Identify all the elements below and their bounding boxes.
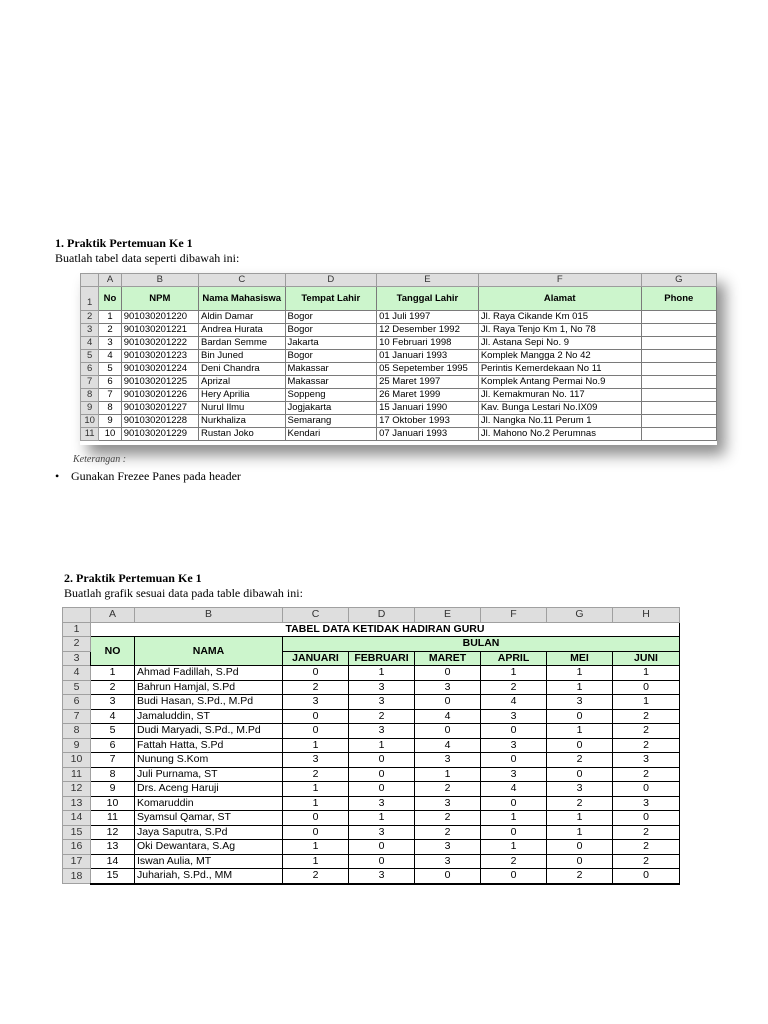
table-cell[interactable]: Nurkhaliza bbox=[199, 415, 285, 428]
table-row bbox=[63, 825, 680, 840]
row-number[interactable]: 1 bbox=[63, 622, 91, 637]
table-cell[interactable]: Semarang bbox=[285, 415, 377, 428]
table-cell[interactable]: 25 Maret 1997 bbox=[377, 376, 479, 389]
table-cell[interactable]: 0 bbox=[349, 782, 415, 797]
table-cell[interactable]: Jl. Astana Sepi No. 9 bbox=[478, 337, 641, 350]
table-cell[interactable]: 10 bbox=[99, 428, 121, 441]
table-cell[interactable]: Bogor bbox=[285, 350, 377, 363]
table-cell[interactable] bbox=[641, 311, 716, 324]
table-cell[interactable]: 2 bbox=[547, 753, 613, 768]
month-header[interactable]: JUNI bbox=[613, 651, 680, 666]
row-number[interactable]: 10 bbox=[63, 753, 91, 768]
table-row bbox=[81, 337, 717, 350]
column-header[interactable]: A bbox=[91, 608, 135, 623]
table-cell[interactable]: 4 bbox=[415, 709, 481, 724]
table-cell[interactable]: 3 bbox=[613, 753, 680, 768]
table-cell[interactable]: 4 bbox=[415, 738, 481, 753]
row-number[interactable]: 11 bbox=[63, 767, 91, 782]
row-number[interactable]: 5 bbox=[63, 680, 91, 695]
table-cell[interactable]: 0 bbox=[415, 869, 481, 884]
table-cell[interactable] bbox=[641, 350, 716, 363]
table-cell[interactable]: 0 bbox=[283, 811, 349, 826]
table-cell[interactable]: 1 bbox=[547, 825, 613, 840]
row-number[interactable]: 8 bbox=[81, 389, 99, 402]
table-row bbox=[63, 738, 680, 753]
table-cell[interactable]: 2 bbox=[613, 840, 680, 855]
header-cell[interactable]: Tanggal Lahir bbox=[377, 287, 479, 311]
column-header[interactable]: C bbox=[283, 608, 349, 623]
table-cell[interactable]: 0 bbox=[283, 709, 349, 724]
table-row bbox=[63, 709, 680, 724]
table-cell[interactable]: Jl. Raya Cikande Km 015 bbox=[478, 311, 641, 324]
table-cell[interactable]: 0 bbox=[415, 666, 481, 681]
table-cell[interactable]: 1 bbox=[283, 796, 349, 811]
table-cell[interactable]: Bin Juned bbox=[199, 350, 285, 363]
bullet-text: Gunakan Frezee Panes pada header bbox=[71, 469, 241, 483]
table-cell[interactable]: Juhariah, S.Pd., MM bbox=[135, 869, 283, 884]
section1-heading: 1. Praktik Pertemuan Ke 1 bbox=[55, 236, 193, 250]
table-cell[interactable]: 10 Februari 1998 bbox=[377, 337, 479, 350]
table-cell[interactable]: 2 bbox=[613, 738, 680, 753]
table-cell[interactable]: Bogor bbox=[285, 324, 377, 337]
table-cell[interactable]: 2 bbox=[349, 709, 415, 724]
table-cell[interactable]: 12 Desember 1992 bbox=[377, 324, 479, 337]
table-cell[interactable] bbox=[641, 389, 716, 402]
table-cell[interactable]: 8 bbox=[91, 767, 135, 782]
spreadsheet-mahasiswa bbox=[80, 273, 717, 445]
section2-instruction: Buatlah grafik sesuai data pada table dibawah ini: bbox=[64, 586, 303, 600]
table-cell[interactable]: Jl. Nangka No.11 Perum 1 bbox=[478, 415, 641, 428]
table-cell[interactable]: 10 bbox=[91, 796, 135, 811]
table-cell[interactable]: 1 bbox=[547, 666, 613, 681]
table-row bbox=[81, 428, 717, 441]
table-cell[interactable]: 3 bbox=[547, 782, 613, 797]
table-row bbox=[63, 767, 680, 782]
mahasiswa-table bbox=[80, 273, 717, 441]
table-cell[interactable]: 2 bbox=[481, 680, 547, 695]
row-number[interactable]: 12 bbox=[63, 782, 91, 797]
table-cell[interactable]: Soppeng bbox=[285, 389, 377, 402]
table-cell[interactable]: Bahrun Hamjal, S.Pd bbox=[135, 680, 283, 695]
column-header[interactable]: H bbox=[613, 608, 680, 623]
column-header-row bbox=[63, 608, 680, 623]
column-header[interactable]: E bbox=[377, 274, 479, 287]
table-cell[interactable]: 2 bbox=[547, 796, 613, 811]
table-cell[interactable]: Kendari bbox=[285, 428, 377, 441]
row-number[interactable]: 6 bbox=[81, 363, 99, 376]
table-row bbox=[63, 782, 680, 797]
table-cell[interactable]: 2 bbox=[91, 680, 135, 695]
table-cell[interactable]: 3 bbox=[349, 680, 415, 695]
table-cell[interactable]: 2 bbox=[547, 869, 613, 884]
table-cell[interactable]: 0 bbox=[283, 825, 349, 840]
row-number[interactable]: 14 bbox=[63, 811, 91, 826]
column-header[interactable]: B bbox=[135, 608, 283, 623]
table-cell[interactable]: 0 bbox=[613, 782, 680, 797]
table-cell[interactable]: Perintis Kemerdekaan No 11 bbox=[478, 363, 641, 376]
table-row bbox=[81, 363, 717, 376]
table-cell[interactable]: Makassar bbox=[285, 363, 377, 376]
table-cell[interactable]: Fattah Hatta, S.Pd bbox=[135, 738, 283, 753]
table-row bbox=[63, 753, 680, 768]
table-row bbox=[63, 854, 680, 869]
table-cell[interactable]: 2 bbox=[283, 767, 349, 782]
table-cell[interactable]: Nurul Ilmu bbox=[199, 402, 285, 415]
table-cell[interactable]: 6 bbox=[91, 738, 135, 753]
table-cell[interactable]: 1 bbox=[349, 811, 415, 826]
table-cell[interactable]: Kav. Bunga Lestari No.IX09 bbox=[478, 402, 641, 415]
table-cell[interactable]: 2 bbox=[283, 869, 349, 884]
table-cell[interactable] bbox=[641, 363, 716, 376]
table-cell[interactable]: 3 bbox=[283, 695, 349, 710]
table-cell[interactable]: 5 bbox=[99, 363, 121, 376]
table-cell[interactable]: 2 bbox=[613, 767, 680, 782]
table-title[interactable]: TABEL DATA KETIDAK HADIRAN GURU bbox=[91, 622, 680, 637]
table-cell[interactable]: Syamsul Qamar, ST bbox=[135, 811, 283, 826]
table-cell[interactable]: 1 bbox=[283, 782, 349, 797]
table-cell[interactable]: 0 bbox=[481, 825, 547, 840]
table-row bbox=[81, 389, 717, 402]
table-cell[interactable]: 0 bbox=[547, 854, 613, 869]
table-cell[interactable]: 2 bbox=[415, 825, 481, 840]
table-cell[interactable] bbox=[641, 428, 716, 441]
table-cell[interactable]: 1 bbox=[481, 840, 547, 855]
row-number[interactable]: 3 bbox=[81, 324, 99, 337]
column-header[interactable]: F bbox=[481, 608, 547, 623]
table-cell[interactable]: 3 bbox=[481, 738, 547, 753]
spreadsheet-ketidakhadiran bbox=[62, 607, 679, 892]
table-cell[interactable]: 1 bbox=[415, 767, 481, 782]
table-cell[interactable]: 15 bbox=[91, 869, 135, 884]
bullet-icon: • bbox=[55, 469, 60, 483]
table-cell[interactable]: Juli Purnama, ST bbox=[135, 767, 283, 782]
table-cell[interactable]: 3 bbox=[415, 680, 481, 695]
table-cell[interactable]: 1 bbox=[283, 840, 349, 855]
table-cell[interactable]: 9 bbox=[99, 415, 121, 428]
table-row bbox=[63, 680, 680, 695]
column-header[interactable]: G bbox=[641, 274, 716, 287]
table-cell[interactable]: 1 bbox=[481, 666, 547, 681]
table-cell[interactable]: 1 bbox=[349, 738, 415, 753]
column-header[interactable]: D bbox=[349, 608, 415, 623]
table-cell[interactable]: 3 bbox=[99, 337, 121, 350]
table-cell[interactable]: Jamaluddin, ST bbox=[135, 709, 283, 724]
table-cell[interactable]: 1 bbox=[99, 311, 121, 324]
bullet-item bbox=[55, 469, 241, 484]
table-cell[interactable]: 0 bbox=[349, 753, 415, 768]
table-cell[interactable]: 3 bbox=[415, 753, 481, 768]
table-cell[interactable]: Jl. Raya Tenjo Km 1, No 78 bbox=[478, 324, 641, 337]
table-row bbox=[81, 415, 717, 428]
table-cell[interactable]: 901030201228 bbox=[121, 415, 198, 428]
header-cell[interactable]: Tempat Lahir bbox=[285, 287, 377, 311]
table-cell[interactable]: 2 bbox=[415, 782, 481, 797]
table-cell[interactable]: Jl. Mahono No.2 Perumnas bbox=[478, 428, 641, 441]
table-cell[interactable]: Jakarta bbox=[285, 337, 377, 350]
table-row bbox=[81, 350, 717, 363]
table-cell[interactable] bbox=[641, 376, 716, 389]
table-cell[interactable]: 901030201221 bbox=[121, 324, 198, 337]
table-cell[interactable]: 901030201224 bbox=[121, 363, 198, 376]
table-cell[interactable]: Ahmad Fadillah, S.Pd bbox=[135, 666, 283, 681]
table-cell[interactable]: 14 bbox=[91, 854, 135, 869]
table-cell[interactable]: Dudi Maryadi, S.Pd., M.Pd bbox=[135, 724, 283, 739]
column-header-row bbox=[81, 274, 717, 287]
row-number[interactable]: 2 bbox=[81, 311, 99, 324]
row-number[interactable]: 8 bbox=[63, 724, 91, 739]
column-header[interactable]: F bbox=[478, 274, 641, 287]
header-row bbox=[81, 287, 717, 311]
table-cell[interactable]: 1 bbox=[613, 666, 680, 681]
bulan-header[interactable]: BULAN bbox=[283, 637, 680, 652]
table-cell[interactable]: 0 bbox=[481, 869, 547, 884]
table-row bbox=[81, 376, 717, 389]
table-cell[interactable]: 1 bbox=[547, 811, 613, 826]
table-cell[interactable]: Aldin Damar bbox=[199, 311, 285, 324]
corner-cell[interactable] bbox=[63, 608, 91, 623]
table-cell[interactable]: 3 bbox=[415, 796, 481, 811]
table-cell[interactable]: 901030201222 bbox=[121, 337, 198, 350]
table-cell[interactable]: 3 bbox=[415, 854, 481, 869]
table-row bbox=[63, 869, 680, 884]
table-cell[interactable]: Bogor bbox=[285, 311, 377, 324]
row-number[interactable]: 1 bbox=[81, 287, 99, 311]
table-cell[interactable]: 7 bbox=[91, 753, 135, 768]
table-row bbox=[81, 311, 717, 324]
table-cell[interactable]: 6 bbox=[99, 376, 121, 389]
table-cell[interactable]: 7 bbox=[99, 389, 121, 402]
table-row bbox=[63, 695, 680, 710]
column-header[interactable]: E bbox=[415, 608, 481, 623]
ketidakhadiran-table bbox=[62, 607, 680, 885]
table-cell[interactable]: 1 bbox=[481, 811, 547, 826]
row-number[interactable]: 7 bbox=[63, 709, 91, 724]
header-cell[interactable]: NPM bbox=[121, 287, 198, 311]
table-cell[interactable]: 4 bbox=[481, 782, 547, 797]
table-cell[interactable]: Iswan Aulia, MT bbox=[135, 854, 283, 869]
table-cell[interactable]: 3 bbox=[349, 825, 415, 840]
table-cell[interactable]: 13 bbox=[91, 840, 135, 855]
table-cell[interactable]: 3 bbox=[613, 796, 680, 811]
table-cell[interactable]: 3 bbox=[481, 709, 547, 724]
table-row bbox=[63, 811, 680, 826]
row-number[interactable]: 9 bbox=[81, 402, 99, 415]
table-cell[interactable]: 3 bbox=[349, 796, 415, 811]
table-cell[interactable]: 3 bbox=[283, 753, 349, 768]
table-cell[interactable]: Jl. Kemakmuran No. 117 bbox=[478, 389, 641, 402]
table-cell[interactable]: 0 bbox=[481, 724, 547, 739]
table-cell[interactable]: 3 bbox=[547, 695, 613, 710]
table-cell[interactable]: Nunung S.Kom bbox=[135, 753, 283, 768]
table-cell[interactable]: Jogjakarta bbox=[285, 402, 377, 415]
table-cell[interactable]: 0 bbox=[547, 709, 613, 724]
table-cell[interactable]: 0 bbox=[613, 811, 680, 826]
row-number[interactable]: 13 bbox=[63, 796, 91, 811]
column-header[interactable]: A bbox=[99, 274, 121, 287]
table-cell[interactable]: 9 bbox=[91, 782, 135, 797]
column-header[interactable]: B bbox=[121, 274, 198, 287]
column-header[interactable]: G bbox=[547, 608, 613, 623]
column-header[interactable]: D bbox=[285, 274, 377, 287]
row-number[interactable]: 18 bbox=[63, 869, 91, 884]
nama-header[interactable]: NAMA bbox=[135, 637, 283, 666]
table-cell[interactable]: Komplek Antang Permai No.9 bbox=[478, 376, 641, 389]
table-cell[interactable]: 0 bbox=[547, 738, 613, 753]
table-cell[interactable]: 11 bbox=[91, 811, 135, 826]
header-cell[interactable]: Phone bbox=[641, 287, 716, 311]
corner-cell[interactable] bbox=[81, 274, 99, 287]
table-cell[interactable]: 1 bbox=[613, 695, 680, 710]
table-cell[interactable]: 0 bbox=[415, 695, 481, 710]
table-cell[interactable]: 8 bbox=[99, 402, 121, 415]
section1-instruction: Buatlah tabel data seperti dibawah ini: bbox=[55, 251, 240, 265]
table-cell[interactable]: 07 Januari 1993 bbox=[377, 428, 479, 441]
table-cell[interactable]: 15 Januari 1990 bbox=[377, 402, 479, 415]
table-row bbox=[81, 324, 717, 337]
month-header[interactable]: JANUARI bbox=[283, 651, 349, 666]
month-header[interactable]: FEBRUARI bbox=[349, 651, 415, 666]
month-header[interactable]: APRIL bbox=[481, 651, 547, 666]
table-cell[interactable]: Bardan Semme bbox=[199, 337, 285, 350]
table-cell[interactable] bbox=[641, 402, 716, 415]
table-cell[interactable]: 3 bbox=[415, 840, 481, 855]
table-cell[interactable]: 17 Oktober 1993 bbox=[377, 415, 479, 428]
table-cell[interactable]: Hery Aprilia bbox=[199, 389, 285, 402]
table-cell[interactable]: 26 Maret 1999 bbox=[377, 389, 479, 402]
table-cell[interactable]: 901030201226 bbox=[121, 389, 198, 402]
table-cell[interactable]: 0 bbox=[349, 767, 415, 782]
table-cell[interactable]: Jaya Saputra, S.Pd bbox=[135, 825, 283, 840]
table-cell[interactable]: 901030201223 bbox=[121, 350, 198, 363]
table-cell[interactable]: 901030201227 bbox=[121, 402, 198, 415]
row-number[interactable]: 3 bbox=[63, 651, 91, 666]
table-cell[interactable]: Komaruddin bbox=[135, 796, 283, 811]
table-cell[interactable]: 2 bbox=[481, 854, 547, 869]
table-cell[interactable]: 2 bbox=[613, 724, 680, 739]
table-cell[interactable]: 0 bbox=[547, 840, 613, 855]
table-cell[interactable]: 0 bbox=[283, 666, 349, 681]
table-cell[interactable]: Komplek Mangga 2 No 42 bbox=[478, 350, 641, 363]
table-cell[interactable]: 0 bbox=[547, 767, 613, 782]
table-cell[interactable]: 01 Juli 1997 bbox=[377, 311, 479, 324]
table-cell[interactable]: 0 bbox=[481, 796, 547, 811]
table-cell[interactable]: 3 bbox=[481, 767, 547, 782]
row-number[interactable]: 10 bbox=[81, 415, 99, 428]
section2-heading: 2. Praktik Pertemuan Ke 1 bbox=[64, 571, 202, 585]
table-cell[interactable]: 0 bbox=[613, 680, 680, 695]
table-cell[interactable] bbox=[641, 415, 716, 428]
table-row bbox=[63, 840, 680, 855]
table-cell[interactable]: 3 bbox=[349, 695, 415, 710]
header-cell[interactable]: Alamat bbox=[478, 287, 641, 311]
table-cell[interactable]: 2 bbox=[415, 811, 481, 826]
header-cell[interactable]: No bbox=[99, 287, 121, 311]
row-number[interactable]: 11 bbox=[81, 428, 99, 441]
table-cell[interactable]: 0 bbox=[349, 854, 415, 869]
table-row bbox=[63, 796, 680, 811]
table-cell[interactable]: 0 bbox=[481, 753, 547, 768]
table-cell[interactable]: 5 bbox=[91, 724, 135, 739]
row-number[interactable]: 9 bbox=[63, 738, 91, 753]
table-cell[interactable]: Budi Hasan, S.Pd., M.Pd bbox=[135, 695, 283, 710]
table-cell[interactable]: 2 bbox=[613, 854, 680, 869]
table-cell[interactable]: 4 bbox=[99, 350, 121, 363]
table-cell[interactable]: 1 bbox=[91, 666, 135, 681]
table-row bbox=[63, 724, 680, 739]
row-number[interactable]: 6 bbox=[63, 695, 91, 710]
month-header[interactable]: MEI bbox=[547, 651, 613, 666]
table-cell[interactable]: 0 bbox=[283, 724, 349, 739]
month-header[interactable]: MARET bbox=[415, 651, 481, 666]
note-label: Keterangan : bbox=[73, 454, 127, 465]
table-cell[interactable]: 2 bbox=[613, 825, 680, 840]
table-cell[interactable]: 1 bbox=[349, 666, 415, 681]
header-cell[interactable]: Nama Mahasiswa bbox=[199, 287, 285, 311]
table-cell[interactable]: 2 bbox=[283, 680, 349, 695]
table-cell[interactable]: Andrea Hurata bbox=[199, 324, 285, 337]
table-cell[interactable] bbox=[641, 324, 716, 337]
table-cell[interactable]: Deni Chandra bbox=[199, 363, 285, 376]
table-cell[interactable]: 01 Januari 1993 bbox=[377, 350, 479, 363]
table-cell[interactable] bbox=[641, 337, 716, 350]
table-cell[interactable]: Oki Dewantara, S.Ag bbox=[135, 840, 283, 855]
table-row bbox=[81, 402, 717, 415]
table-cell[interactable]: 1 bbox=[547, 680, 613, 695]
table-cell[interactable]: 4 bbox=[91, 709, 135, 724]
table-row bbox=[63, 666, 680, 681]
table-cell[interactable]: Drs. Aceng Haruji bbox=[135, 782, 283, 797]
table-cell[interactable]: 05 Sepetember 1995 bbox=[377, 363, 479, 376]
table-cell[interactable]: 2 bbox=[613, 709, 680, 724]
no-header[interactable]: NO bbox=[91, 637, 135, 666]
row-number[interactable]: 7 bbox=[81, 376, 99, 389]
table-cell[interactable]: 0 bbox=[415, 724, 481, 739]
table-cell[interactable]: 0 bbox=[349, 840, 415, 855]
row-number[interactable]: 4 bbox=[63, 666, 91, 681]
table-cell[interactable]: 1 bbox=[283, 854, 349, 869]
table-cell[interactable]: 1 bbox=[547, 724, 613, 739]
table-cell[interactable]: 1 bbox=[283, 738, 349, 753]
group-header-row bbox=[63, 637, 680, 652]
table-cell[interactable]: 0 bbox=[613, 869, 680, 884]
table-cell[interactable]: 12 bbox=[91, 825, 135, 840]
table-cell[interactable]: Rustan Joko bbox=[199, 428, 285, 441]
table-cell[interactable]: 3 bbox=[349, 724, 415, 739]
row-number[interactable]: 5 bbox=[81, 350, 99, 363]
row-number[interactable]: 2 bbox=[63, 637, 91, 652]
row-number[interactable]: 4 bbox=[81, 337, 99, 350]
title-row bbox=[63, 622, 680, 637]
row-number[interactable]: 17 bbox=[63, 854, 91, 869]
row-number[interactable]: 15 bbox=[63, 825, 91, 840]
table-cell[interactable]: 901030201225 bbox=[121, 376, 198, 389]
row-number[interactable]: 16 bbox=[63, 840, 91, 855]
table-cell[interactable]: 901030201220 bbox=[121, 311, 198, 324]
table-cell[interactable]: 3 bbox=[91, 695, 135, 710]
table-cell[interactable]: Aprizal bbox=[199, 376, 285, 389]
table-cell[interactable]: Makassar bbox=[285, 376, 377, 389]
column-header[interactable]: C bbox=[199, 274, 285, 287]
table-cell[interactable]: 3 bbox=[349, 869, 415, 884]
table-cell[interactable]: 4 bbox=[481, 695, 547, 710]
table-cell[interactable]: 901030201229 bbox=[121, 428, 198, 441]
table-cell[interactable]: 2 bbox=[99, 324, 121, 337]
